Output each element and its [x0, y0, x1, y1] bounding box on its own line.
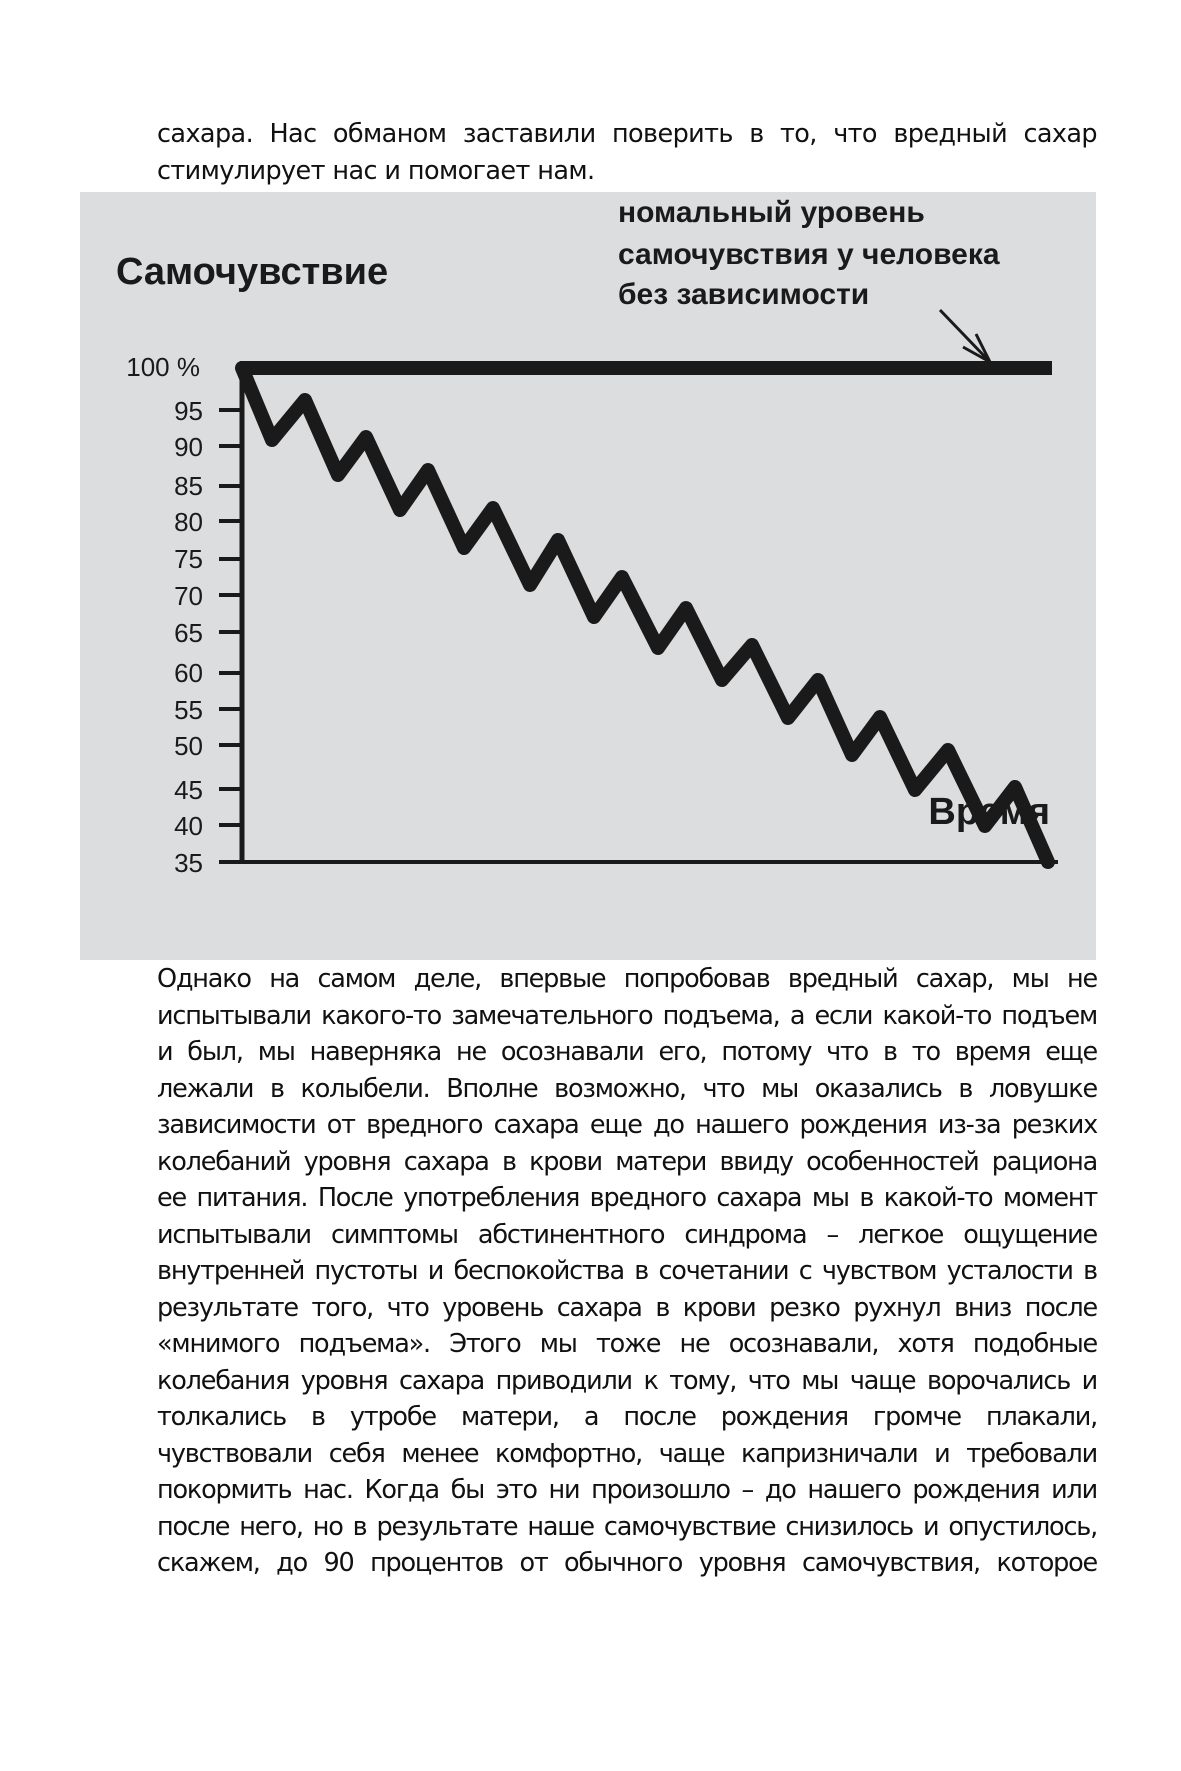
- text-line: внутренней пустоты и беспокойства в сочетании с чувством усталости в: [157, 1256, 1097, 1286]
- y-tick-label: 80: [174, 507, 203, 537]
- y-axis-ticks: [126, 352, 203, 878]
- x-axis-title: Время: [928, 791, 1050, 833]
- text-line: «мнимого подъема». Этого мы тоже не осознавали, хотя подобные: [157, 1329, 1097, 1359]
- annotation-line-3: без зависимости: [618, 278, 870, 311]
- y-tick-label: 100 %: [126, 352, 200, 382]
- text-line: колебания уровня сахара приводили к тому, что мы чаще ворочались и: [157, 1365, 1097, 1396]
- text-line: испытывали симптомы абстинентного синдрома – легкое ощущение: [157, 1219, 1097, 1250]
- y-tick-label: 70: [174, 581, 203, 611]
- y-tick-label: 45: [174, 775, 203, 805]
- annotation-line-1: номальный уровень: [618, 196, 925, 229]
- wellbeing-decline-line: [242, 368, 1048, 862]
- y-tick-marks: [219, 410, 242, 825]
- y-tick-label: 95: [174, 396, 203, 426]
- text-line: после него, но в результате наше самочувствие снизилось и опустилось,: [157, 1511, 1097, 1542]
- y-tick-label: 55: [174, 695, 203, 725]
- chart-svg: [80, 192, 1096, 960]
- y-tick-label: 65: [174, 618, 203, 648]
- y-tick-label: 85: [174, 471, 203, 501]
- y-tick-label: 50: [174, 731, 203, 761]
- y-tick-label: 90: [174, 432, 203, 462]
- y-tick-label: 75: [174, 544, 203, 574]
- text-line: сахара. Нас обманом заставили поверить в то, что вредный сахар: [157, 119, 1097, 149]
- text-line: и был, мы наверняка не осознавали его, потому что в то время еще: [157, 1037, 1097, 1067]
- text-line: покормить нас. Когда бы это ни произошло – до нашего рождения или: [157, 1475, 1097, 1505]
- text-line: скажем, до 90 процентов от обычного уровня самочувствия, которое: [157, 1548, 1097, 1578]
- text-line: Однако на самом деле, впервые попробовав вредный сахар, мы не: [157, 964, 1097, 994]
- annotation-line-2: самочувствия у человека: [618, 238, 1000, 271]
- paragraph-after-figure: [157, 961, 1097, 1582]
- paragraph-before-figure: [157, 116, 1097, 189]
- y-axis-title: Самочувствие: [116, 251, 389, 293]
- text-line: колебаний уровня сахара в крови матери ввиду особенностей рациона: [157, 1146, 1097, 1177]
- text-line: ее питания. После употребления вредного сахара мы в какой-то момент: [157, 1183, 1097, 1213]
- arrow-icon: [940, 310, 990, 362]
- text-line: чувствовали себя менее комфортно, чаще капризничали и требовали: [157, 1438, 1097, 1469]
- wellbeing-chart: [80, 192, 1096, 960]
- text-line: испытывали какого-то замечательного подъема, а если какой-то подъем: [157, 1000, 1097, 1031]
- text-line: результате того, что уровень сахара в крови резко рухнул вниз после: [157, 1292, 1097, 1323]
- text-line: толкались в утробе матери, а после рождения громче плакали,: [157, 1402, 1097, 1432]
- text-line: зависимости от вредного сахара еще до нашего рождения из-за резких: [157, 1110, 1097, 1140]
- y-tick-label: 60: [174, 658, 203, 688]
- y-tick-label: 40: [174, 811, 203, 841]
- text-line: стимулирует нас и помогает нам.: [157, 155, 595, 186]
- text-line: лежали в колыбели. Вполне возможно, что мы оказались в ловушке: [157, 1073, 1097, 1104]
- y-tick-label: 35: [174, 848, 203, 878]
